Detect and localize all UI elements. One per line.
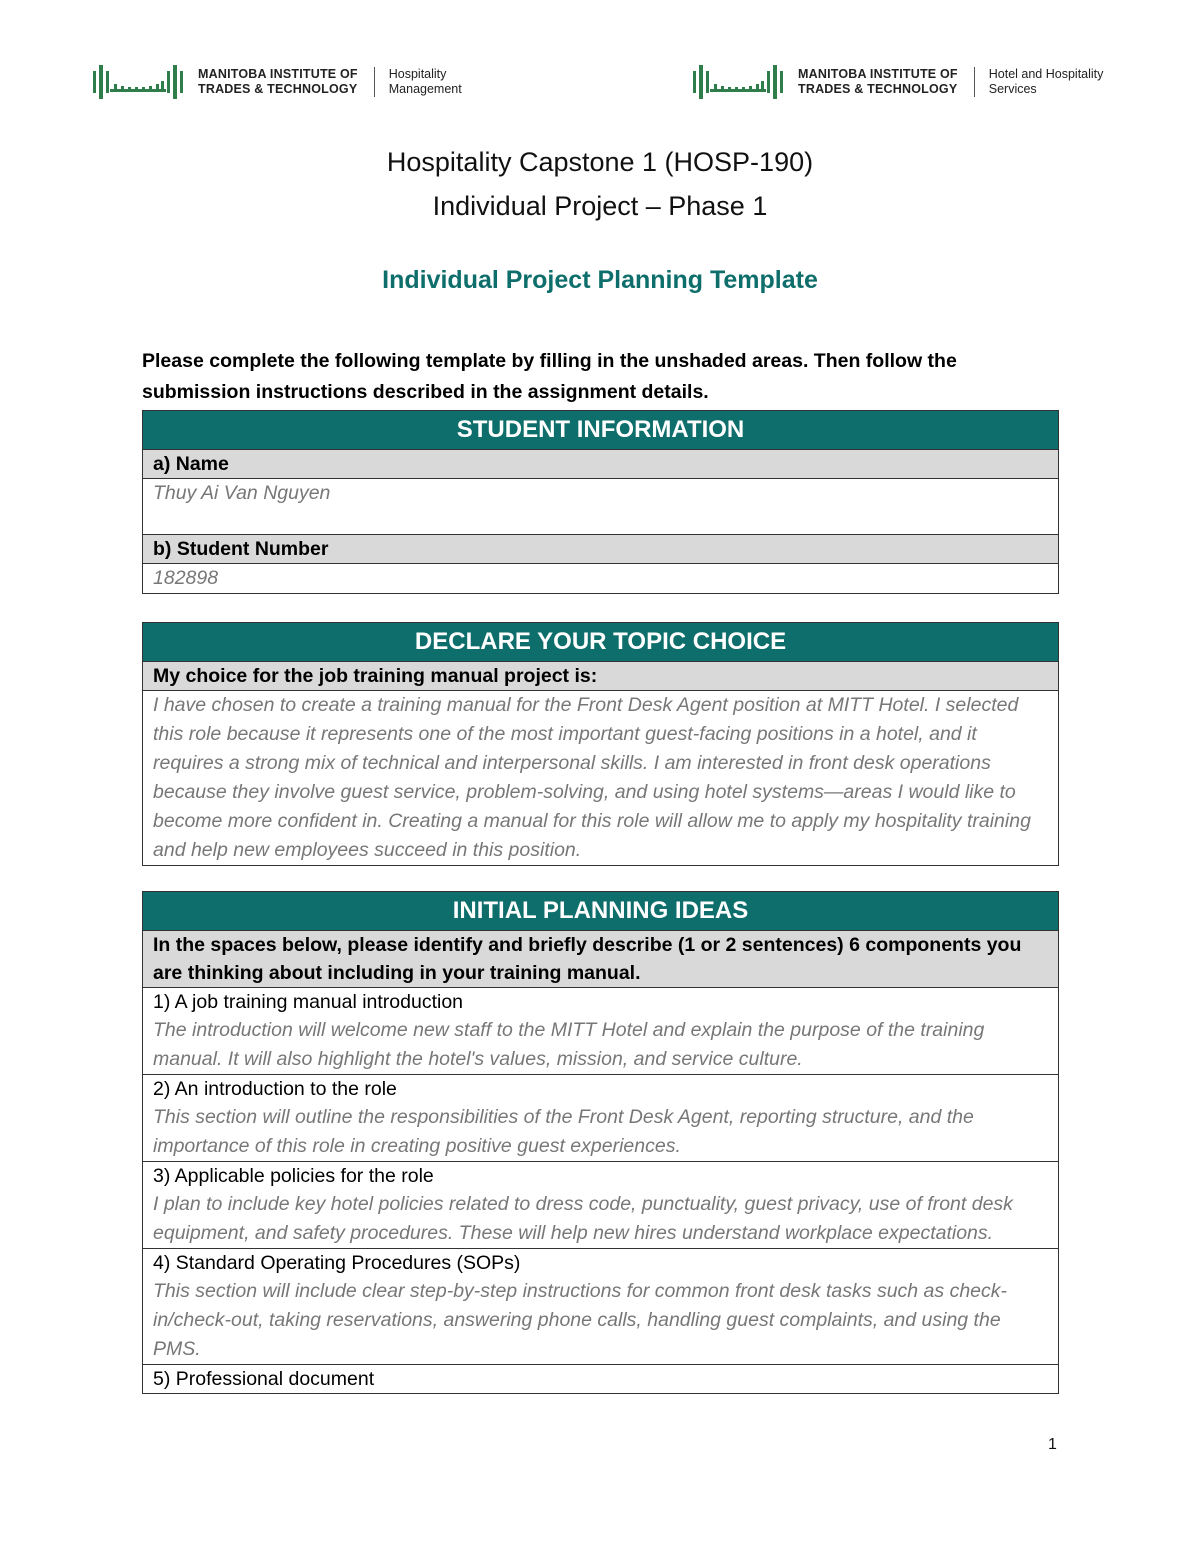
project-title: Individual Project – Phase 1: [432, 191, 768, 221]
student-number-field[interactable]: 182898: [143, 564, 1059, 594]
planning-item-label: 4) Standard Operating Procedures (SOPs): [153, 1252, 521, 1274]
planning-item-description[interactable]: This section will outline the responsibilities of the Front Desk Agent, reporting structure, and the importance of this role in creating positive guest experiences.: [153, 1106, 974, 1157]
mitt-hotel-hospitality-services-logo: [690, 58, 1103, 106]
planning-item-description[interactable]: This section will include clear step-by-step instructions for common front desk tasks such as check-in/check-out, taking reservations, answering phone calls, handling guest complaints, and using the PMS.: [153, 1280, 1008, 1360]
name-label: a) Name: [143, 450, 1059, 479]
planning-ideas-table: [142, 891, 1059, 1394]
planning-item-description[interactable]: I plan to include key hotel policies related to dress code, punctuality, guest privacy, use of front desk equipment, and safety procedures. These will help new hires understand workplace expectations.: [153, 1193, 1013, 1244]
planning-item[interactable]: [143, 988, 1059, 1075]
topic-choice-table: [142, 622, 1059, 866]
student-information-heading: STUDENT INFORMATION: [143, 411, 1059, 450]
planning-ideas-prompt: In the spaces below, please identify and briefly describe (1 or 2 sentences) 6 components you are thinking about including in your training manual.: [143, 931, 1059, 988]
planning-item[interactable]: [143, 1365, 1059, 1394]
institution-name: MANITOBA INSTITUTE OF TRADES & TECHNOLOGY: [198, 67, 358, 96]
topic-choice-heading: DECLARE YOUR TOPIC CHOICE: [143, 623, 1059, 662]
planning-item[interactable]: [143, 1162, 1059, 1249]
instructions: Please complete the following template by filling in the unshaded areas. Then follow the submission instructions described in the assignment details.: [142, 350, 957, 403]
planning-item-label: 3) Applicable policies for the role: [153, 1165, 434, 1187]
course-title: Hospitality Capstone 1 (HOSP-190): [386, 147, 814, 177]
topic-choice-prompt: My choice for the job training manual project is:: [143, 662, 1059, 691]
planning-ideas-heading: INITIAL PLANNING IDEAS: [143, 892, 1059, 931]
planning-item[interactable]: [143, 1075, 1059, 1162]
mitt-hospitality-management-logo: [90, 58, 462, 106]
planning-item-description[interactable]: The introduction will welcome new staff to the MITT Hotel and explain the purpose of the training manual. It will also highlight the hotel's values, mission, and service culture.: [153, 1019, 985, 1070]
mitt-bridge-icon: [690, 61, 786, 103]
institution-name: MANITOBA INSTITUTE OF TRADES & TECHNOLOGY: [798, 67, 958, 96]
student-information-table: [142, 410, 1059, 594]
document-header: [0, 140, 1200, 295]
planning-item-label: 2) An introduction to the role: [153, 1078, 397, 1100]
page-number: 1: [1048, 1436, 1057, 1453]
planning-item-label: 1) A job training manual introduction: [153, 991, 464, 1013]
logo-divider: [374, 67, 375, 97]
name-field[interactable]: Thuy Ai Van Nguyen: [143, 479, 1059, 535]
mitt-bridge-icon: [90, 61, 186, 103]
logo-divider: [974, 67, 975, 97]
planning-item[interactable]: [143, 1249, 1059, 1365]
department-name: Hotel and Hospitality Services: [988, 67, 1104, 96]
topic-choice-answer[interactable]: I have chosen to create a training manual for the Front Desk Agent position at MITT Hotel. I selected this role because it represents one of the most important guest-facing positions in a hotel, and it requires a strong mix of technical and interpersonal skills. I am interested in front desk operations because they involve guest service, problem-solving, and using hotel systems—areas I would like to become more confident in. Creating a manual for this role will allow me to apply my hospitality training and help new employees succeed in this position.: [143, 691, 1059, 866]
planning-item-label: 5) Professional document: [153, 1368, 375, 1390]
template-title: Individual Project Planning Template: [382, 266, 818, 294]
department-name: Hospitality Management: [388, 67, 462, 96]
student-number-label: b) Student Number: [143, 535, 1059, 564]
